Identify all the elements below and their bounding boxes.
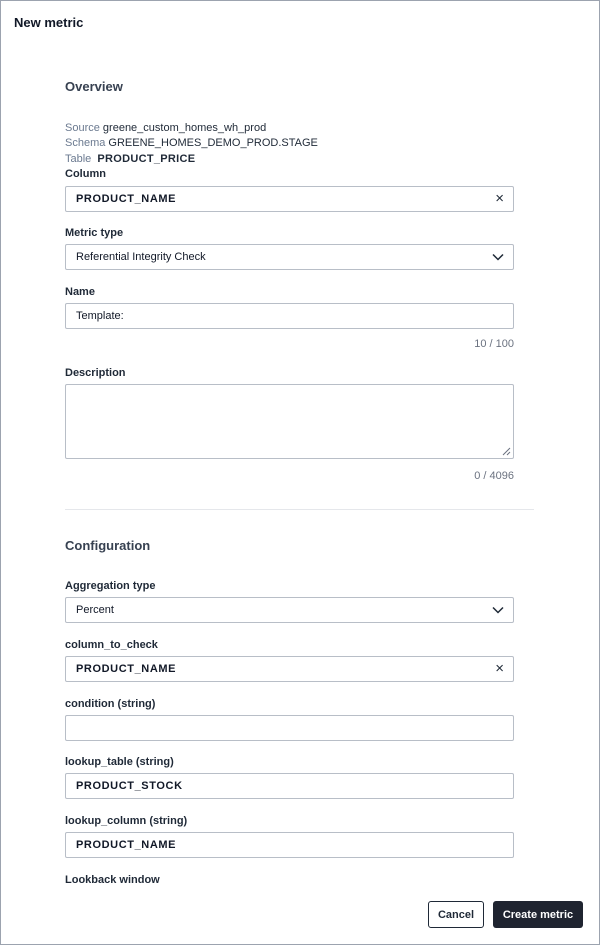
source-key: Source [65,122,100,134]
name-input-value: Template: [76,310,124,322]
table-key: Table [65,153,92,165]
aggregation-type-label: Aggregation type [65,580,156,592]
description-textarea[interactable] [65,384,514,459]
column-select-value: PRODUCT_NAME [76,193,177,205]
overview-section-title: Overview [65,79,123,94]
cancel-button[interactable]: Cancel [428,901,484,928]
chevron-down-icon[interactable] [492,253,504,261]
column-to-check-select[interactable] [65,656,514,682]
column-to-check-label: column_to_check [65,639,158,651]
schema-value: GREENE_HOMES_DEMO_PROD.STAGE [108,137,318,149]
close-icon[interactable]: × [495,660,504,677]
name-label: Name [65,286,95,298]
source-value: greene_custom_homes_wh_prod [102,122,267,134]
column-to-check-value: PRODUCT_NAME [76,663,177,675]
lookup-column-input[interactable] [65,832,514,858]
description-counter: 0 / 4096 [474,470,514,482]
lookup-column-label: lookup_column (string) [65,815,188,827]
metric-type-value: Referential Integrity Check [76,251,206,263]
condition-label: condition (string) [65,698,156,710]
configuration-section-title: Configuration [65,538,151,553]
source-line [65,122,266,134]
table-value: PRODUCT_PRICE [97,153,196,165]
condition-input[interactable] [65,715,514,741]
aggregation-type-select[interactable] [65,597,514,623]
lookup-table-input[interactable] [65,773,514,799]
metric-type-label: Metric type [65,227,124,239]
schema-key: Schema [65,137,106,149]
column-label: Column [65,168,106,180]
section-divider [65,509,534,510]
schema-line [65,137,318,149]
close-icon[interactable]: × [495,190,504,207]
metric-type-select[interactable] [65,244,514,270]
create-metric-button[interactable]: Create metric [493,901,583,928]
resize-handle-icon[interactable] [502,447,511,456]
lookup-table-value: PRODUCT_STOCK [76,780,183,792]
table-line [65,153,195,165]
aggregation-type-value: Percent [76,604,114,616]
lookup-table-label: lookup_table (string) [65,756,174,768]
description-label: Description [65,367,126,379]
chevron-down-icon[interactable] [492,606,504,614]
page-title: New metric [14,15,84,30]
column-select[interactable] [65,186,514,212]
name-counter: 10 / 100 [474,338,514,350]
lookup-column-value: PRODUCT_NAME [76,839,177,851]
lookback-window-label: Lookback window [65,874,160,886]
name-input[interactable] [65,303,514,329]
